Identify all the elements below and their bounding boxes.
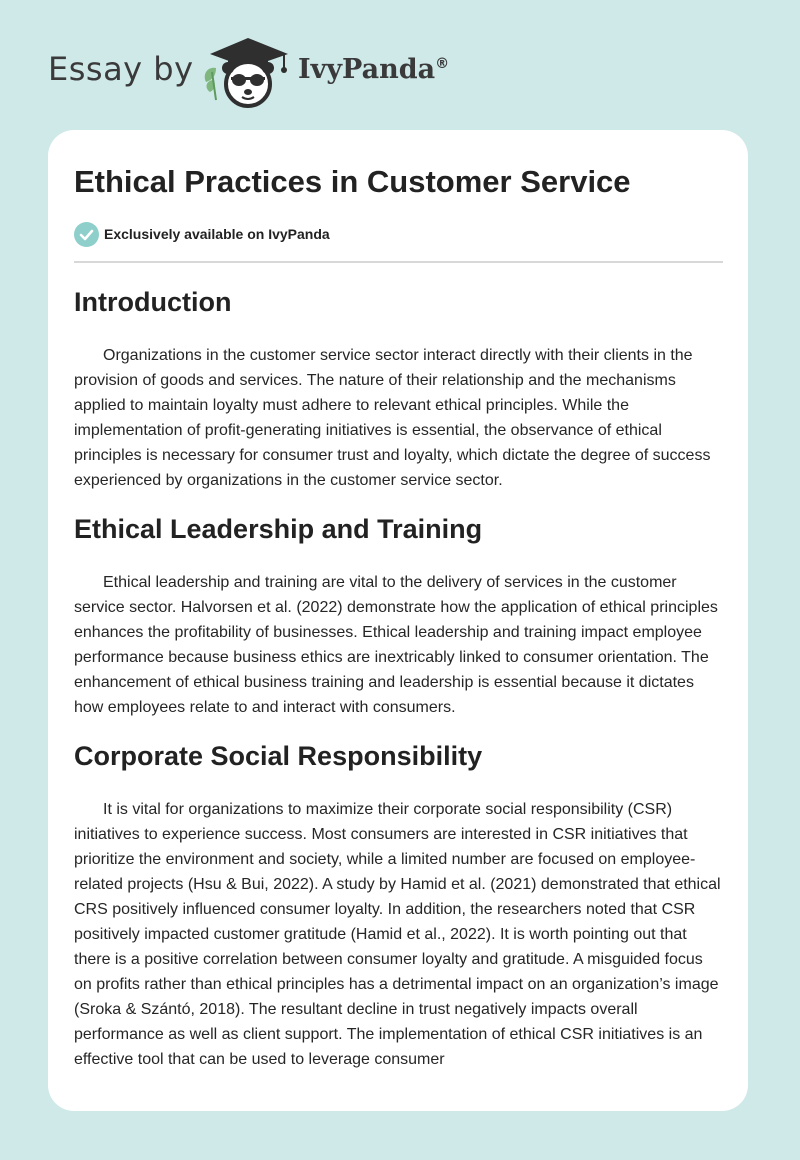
section-heading-csr: Corporate Social Responsibility <box>74 741 483 771</box>
page-title: Ethical Practices in Customer Service <box>74 164 631 199</box>
section-paragraph-ethical-leadership: Ethical leadership and training are vital to the delivery of services in the customer service sector. Halvorsen et al. (2022) demonstrate how the application of ethical principles enhances the profitability of businesses. Ethical leadership and training impact employee performance because business ethics are inextricably linked to consumer orientation. The enhancement of ethical business training and leadership is essential because it dictates how employees relate to and interact with consumers. <box>74 574 718 716</box>
section-paragraph-introduction: Organizations in the customer service sector interact directly with their clients in the provision of goods and services. The nature of their relationship and the mechanisms applied to maintain loyalty must adhere to relevant ethical principles. While the implementation of profit-generating initiatives is essential, the observance of ethical principles is necessary for consumer trust and loyalty, which dictate the degree of success experienced by organizations in the customer service sector. <box>74 347 711 489</box>
panda-graduate-icon <box>200 34 292 110</box>
check-circle-icon <box>74 222 99 247</box>
section-heading-introduction: Introduction <box>74 287 232 317</box>
divider <box>74 261 723 263</box>
section-heading-ethical-leadership: Ethical Leadership and Training <box>74 514 483 544</box>
exclusive-badge-text: Exclusively available on IvyPanda <box>104 226 330 242</box>
section-paragraph-csr: It is vital for organizations to maximize their corporate social responsibility (CSR) initiatives to experience success. Most consumers are interested in CSR initiatives that prioritize the environment and society, while a limited number are focused on employee-related projects (Hsu & Bui, 2022). A study by Hamid et al. (2021) demonstrated that ethical CRS positively influenced consumer loyalty. In addition, the researchers noted that CSR positively impacted customer gratitude (Hamid et al., 2022). It is worth pointing out that there is a positive correlation between consumer loyalty and gratitude. A misguided focus on profits rather than ethical principles has a detrimental impact on an organization’s image (Sroka & Szántó, 2018). The resultant decline in trust negatively impacts overall performance as well as client support. The implementation of ethical CSR initiatives is an effective tool that can be used to leverage consumer <box>74 801 721 1068</box>
site-header <box>0 0 800 130</box>
brand-name: IvyPanda® <box>298 54 450 85</box>
essay-by-label: Essay by <box>48 50 194 88</box>
